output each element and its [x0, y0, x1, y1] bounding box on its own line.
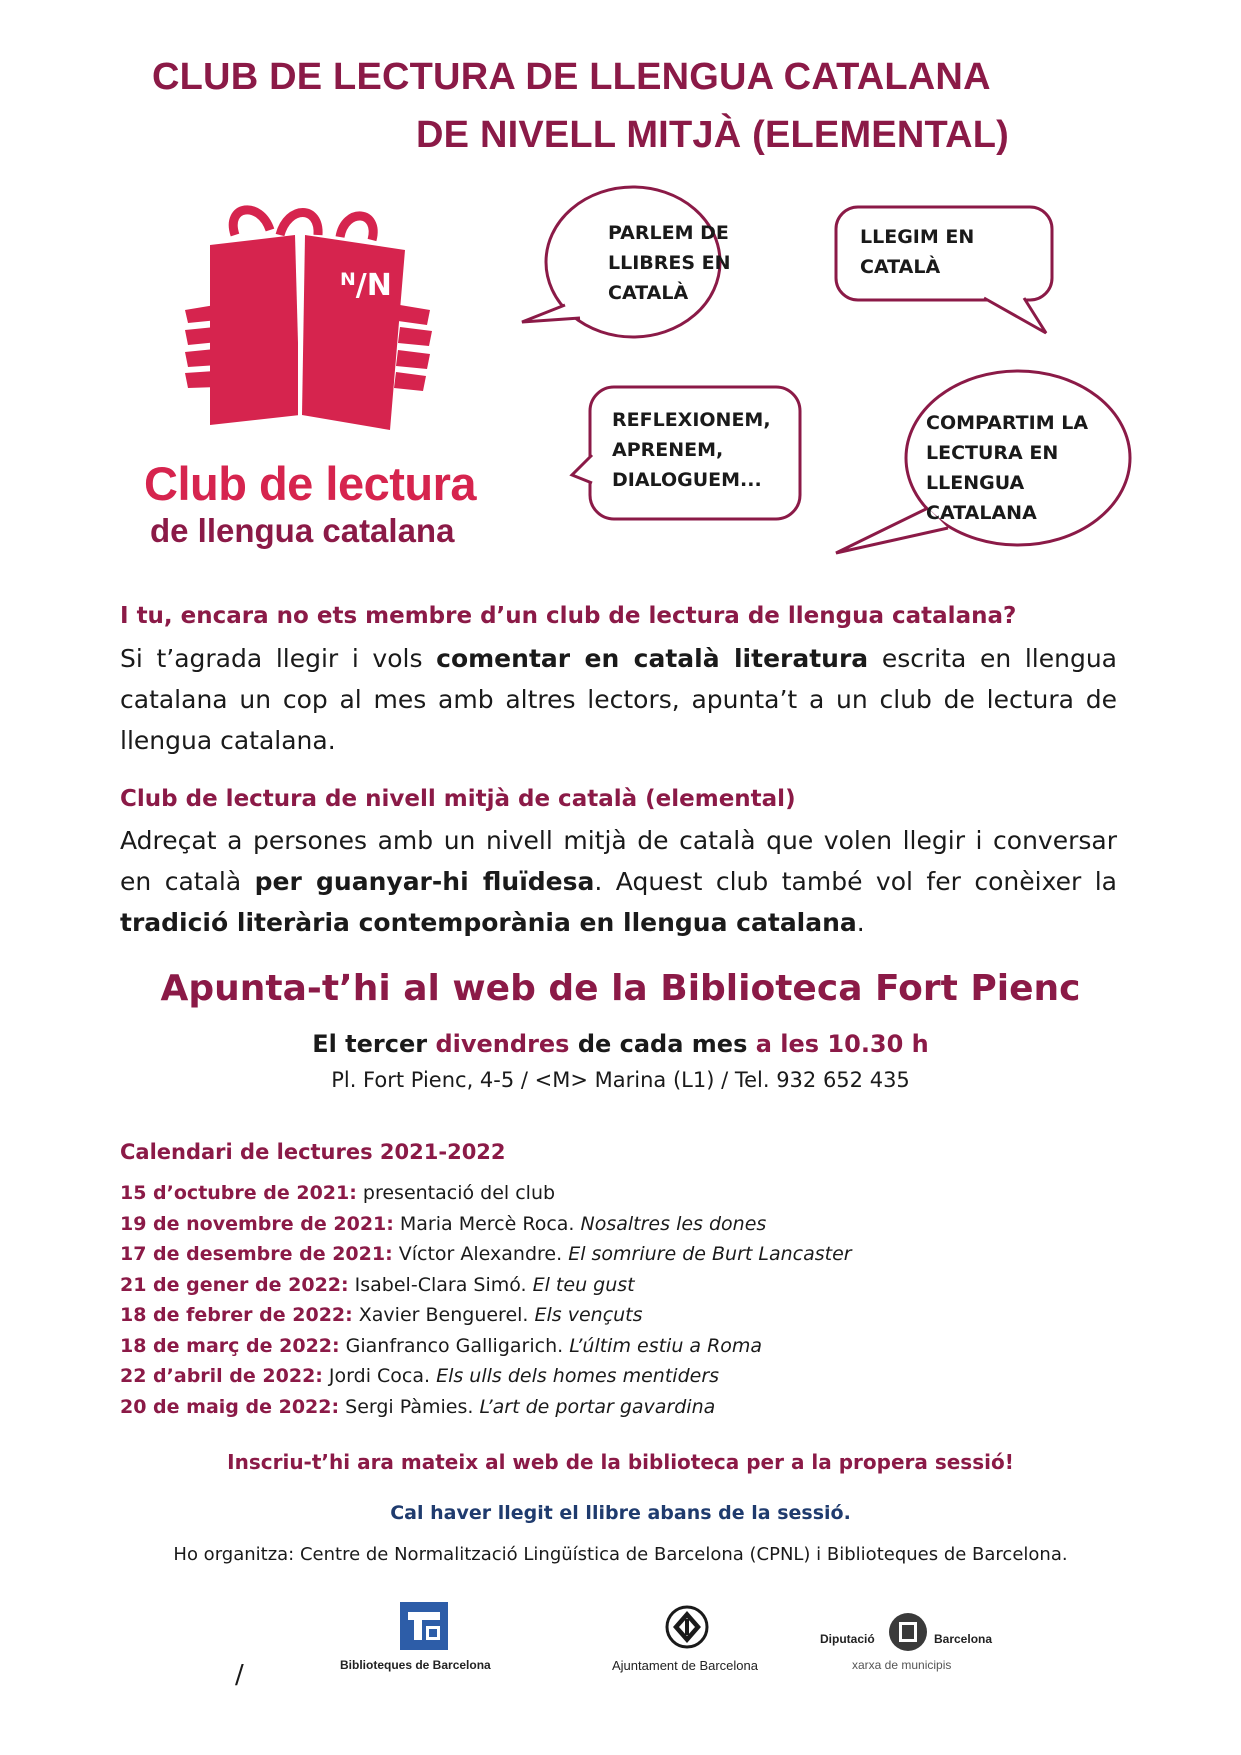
calendar-entry — [120, 1213, 1120, 1244]
logo-book-mark: ᴺ/N — [340, 268, 392, 303]
schedule-line: El tercer divendres de cada mes a les 10.30 h — [312, 1030, 929, 1058]
logo-text-llengua: de llengua catalana — [150, 512, 455, 549]
calendar-entry-date: 15 d’octubre de 2021: — [120, 1182, 357, 1204]
title-line-2: DE NIVELL MITJÀ (ELEMENTAL) — [416, 114, 1009, 156]
club-heading: Club de lectura de nivell mitjà de català (elemental) — [120, 786, 796, 812]
calendar-entry — [120, 1182, 1120, 1213]
logo-text-club: Club de lectura — [144, 457, 477, 510]
calendar-entry-book: El teu gust — [532, 1273, 635, 1296]
calendar-title: Calendari de lectures 2021-2022 — [120, 1140, 506, 1164]
signup-line: Inscriu-t’hi ara mateix al web de la biblioteca per a la propera sessió! — [227, 1450, 1014, 1474]
address-line: Pl. Fort Pienc, 4-5 / <M> Marina (L1) / Tel. 932 652 435 — [331, 1068, 910, 1092]
footer-slash: / — [235, 1660, 244, 1690]
calendar-entry — [120, 1335, 1120, 1366]
calendar-entry — [120, 1243, 1120, 1274]
biblioteques-logo-icon — [400, 1602, 448, 1650]
calendar-entry-author: Sergi Pàmies. — [339, 1395, 480, 1418]
calendar-entry-author: presentació del club — [356, 1182, 556, 1204]
calendar-entry — [120, 1396, 1120, 1427]
diputacio-caption-a: Diputació — [820, 1632, 875, 1646]
calendar-entry-author: Jordi Coca. — [322, 1365, 437, 1387]
calendar-entry-book: L’art de portar gavardina — [479, 1395, 716, 1418]
calendar-entry-date: 18 de febrer de 2022: — [120, 1304, 353, 1326]
calendar-entry-author: Isabel-Clara Simó. — [348, 1273, 533, 1296]
diputacio-caption-c: xarxa de municipis — [852, 1658, 952, 1672]
calendar-entry-book: Els ulls dels homes mentiders — [436, 1365, 720, 1387]
calendar-entry-book: Nosaltres les dones — [580, 1212, 767, 1235]
diputacio-caption-b: Barcelona — [934, 1632, 993, 1646]
calendar-entry-date: 20 de maig de 2022: — [120, 1395, 340, 1418]
calendar-entry-date: 22 d’abril de 2022: — [120, 1365, 323, 1387]
calendar-entry — [120, 1274, 1120, 1305]
calendar-entry-date: 19 de novembre de 2021: — [120, 1212, 394, 1235]
calendar-entry-author: Xavier Benguerel. — [352, 1304, 535, 1326]
calendar-entry — [120, 1365, 1120, 1396]
intro-heading: I tu, encara no ets membre d’un club de lectura de llengua catalana? — [120, 603, 1017, 629]
bubble-1-text: PARLEM DE LLIBRES EN CATALÀ — [608, 222, 731, 304]
calendar-entry-author: Gianfranco Galligarich. — [339, 1334, 570, 1357]
diputacio-seal-icon — [888, 1612, 928, 1652]
ajuntament-shield-icon — [665, 1605, 709, 1649]
calendar-entry-book: El somriure de Burt Lancaster — [568, 1243, 852, 1265]
calendar-entry-author: Víctor Alexandre. — [392, 1243, 569, 1265]
calendar-entry-date: 18 de març de 2022: — [120, 1334, 340, 1357]
calendar-entry-date: 21 de gener de 2022: — [120, 1273, 349, 1296]
bubble-3-text: REFLEXIONEM, APRENEM, DIALOGUEM... — [612, 409, 771, 491]
bubble-2-text: LLEGIM EN CATALÀ — [860, 226, 975, 278]
club-paragraph: Adreçat a persones amb un nivell mitjà de català que volen llegir i conversar en català per guanyar-hi fluïdesa. Aquest club també vol fer conèixer la tradició literària contemporània en llengua catalana. — [120, 826, 1118, 937]
organizer-line: Ho organitza: Centre de Normalització Lingüística de Barcelona (CPNL) i Biblioteques de Barcelona. — [173, 1544, 1068, 1565]
intro-paragraph: Si t’agrada llegir i vols comentar en català literatura escrita en llengua catalana un cop al mes amb altres lectors, apunta’t a un club de lectura de llengua catalana. — [120, 644, 1117, 755]
calendar-entry-book: Els vençuts — [534, 1304, 643, 1326]
biblioteques-caption: Biblioteques de Barcelona — [340, 1658, 491, 1672]
calendar-entry-date: 17 de desembre de 2021: — [120, 1243, 393, 1265]
prerequisite-line: Cal haver llegit el llibre abans de la sessió. — [390, 1502, 851, 1524]
title-line-1: CLUB DE LECTURA DE LLENGUA CATALANA — [152, 56, 991, 98]
calendar-entry — [120, 1304, 1120, 1335]
ajuntament-caption: Ajuntament de Barcelona — [612, 1658, 758, 1673]
calendar-entry-book: L’últim estiu a Roma — [569, 1334, 763, 1357]
bubble-4-text: COMPARTIM LA LECTURA EN LLENGUA CATALANA — [926, 412, 1089, 524]
calendar-list — [120, 1182, 1120, 1426]
cta-heading: Apunta-t’hi al web de la Biblioteca Fort Pienc — [160, 968, 1081, 1009]
calendar-entry-author: Maria Mercè Roca. — [393, 1212, 581, 1235]
